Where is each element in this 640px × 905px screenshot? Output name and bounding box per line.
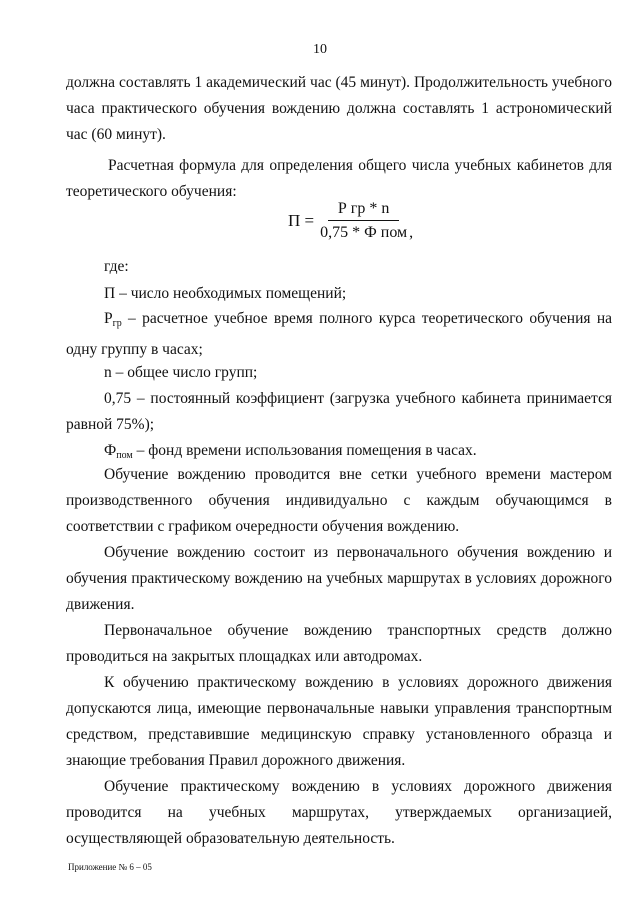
- formula: [288, 200, 413, 242]
- fpom-symbol: Ф: [104, 442, 117, 459]
- paragraph-routes: Обучение практическому вождению в условиях дорожного движения проводится на учебных маршрутах, утверждаемых организацией, осуществляющей образовательную деятельность.: [66, 778, 612, 847]
- rgr-description: – расчетное учебное время полного курса теоретического обучения на одну группу в часах;: [66, 310, 612, 358]
- formula-trailing-comma: ,: [409, 224, 414, 241]
- formula-lhs: П =: [288, 211, 315, 230]
- formula-fraction: [320, 200, 407, 242]
- definition-coefficient: 0,75 – постоянный коэффициент (загрузка учебного кабинета принимается равной 75%);: [66, 390, 612, 433]
- paragraph-driving-stages: Обучение вождению состоит из первоначального обучения вождению и обучения практическому вождению на учебных маршрутах в условиях дорожного движения.: [66, 544, 612, 613]
- fpom-description: – фонд времени использования помещения в часах.: [132, 442, 477, 459]
- fpom-subscript: пом: [116, 450, 133, 461]
- paragraph-lesson-duration: должна составлять 1 академический час (45 минут). Продолжительность учебного часа практического обучения вождению должна составлять 1 астрономический час (60 минут).: [66, 74, 612, 143]
- paragraph-driving-schedule: Обучение вождению проводится вне сетки учебного времени мастером производственного обучения индивидуально с каждым обучающимся в соответствии с графиком очередности обучения вождению.: [66, 466, 612, 535]
- paragraph-admission: К обучению практическому вождению в условиях дорожного движения допускаются лица, имеющие первоначальные навыки управления транспортным средством, представившие медицинскую справку установленного образца и знающие требования Правил дорожного движения.: [66, 674, 612, 769]
- rgr-subscript: гр: [112, 318, 122, 329]
- footer-attachment-label: Приложение № 6 – 05: [68, 862, 152, 872]
- page-number: 10: [313, 42, 327, 57]
- formula-numerator: Р гр * n: [328, 200, 399, 221]
- formula-denominator: 0,75 * Ф пом: [320, 224, 408, 241]
- definition-rgr: [66, 306, 612, 363]
- definition-p: П – число необходимых помещений;: [104, 285, 347, 302]
- paragraph-initial-training: Первоначальное обучение вождению транспортных средств должно проводиться на закрытых площадках или автодромах.: [66, 622, 612, 665]
- rgr-symbol: Р: [104, 310, 113, 327]
- definition-n: n – общее число групп;: [104, 364, 258, 381]
- paragraph-formula-intro: Расчетная формула для определения общего числа учебных кабинетов для теоретического обучения:: [66, 157, 612, 200]
- where-label: где:: [104, 258, 129, 275]
